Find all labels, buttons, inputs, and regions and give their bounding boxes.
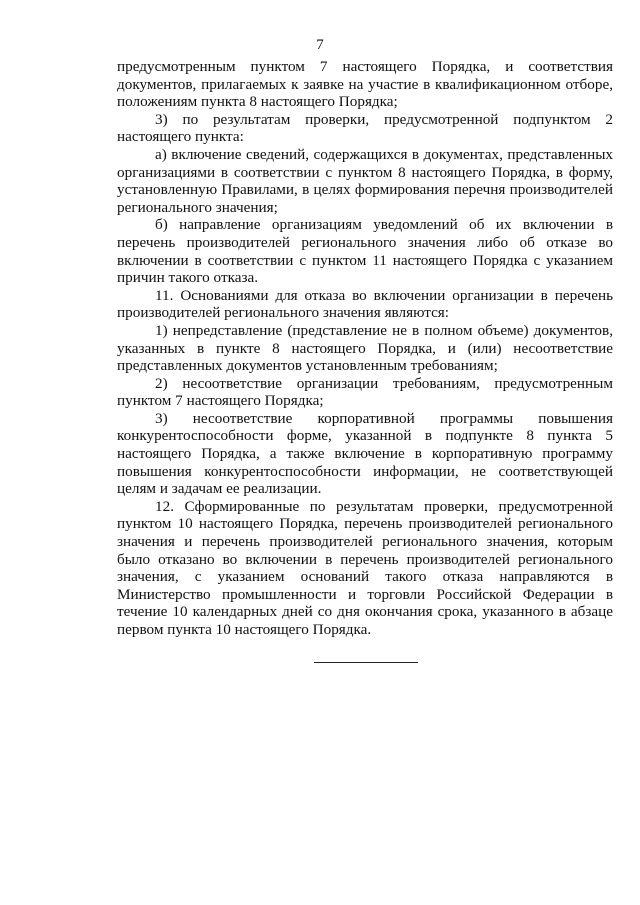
subpoint-3b: б) направление организациям уведомлений об их включении в перечень производителей регионального значения либо об отказе во включении в соответствии с пунктом 11 настоящего Порядка с указанием причин такого отказа. — [117, 216, 613, 287]
paragraph-continuation: предусмотренным пунктом 7 настоящего Порядка, и соответствия документов, прилагаемых к заявке на участие в квалификационном отборе, положениям пункта 8 настоящего Порядка; — [117, 58, 613, 111]
clause-11-item-2: 2) несоответствие организации требованиям, предусмотренным пунктом 7 настоящего Порядка; — [117, 374, 613, 410]
clause-11-item-3: 3) несоответствие корпоративной программы повышения конкурентоспособности форме, указанной в подпункте 8 пункта 5 настоящего Порядка, а также включение в корпоративную программу повышения конкурентоспособности информации, не соответствующей целям и задачам ее реализации. — [117, 409, 613, 498]
subpoint-3: 3) по результатам проверки, предусмотренной подпунктом 2 настоящего пункта: — [117, 110, 613, 146]
clause-12: 12. Сформированные по результатам проверки, предусмотренной пунктом 10 настоящего Порядка, перечень производителей регионального значения и перечень производителей регионального значения, которым было отказано во включении в перечень производителей регионального значения, с указанием оснований такого отказа направляются в Министерство промышленности и торговли Российской Федерации в течение 10 календарных дней со дня окончания срока, указанного в абзаце первом пункта 10 настоящего Порядка. — [117, 497, 613, 638]
clause-11: 11. Основаниями для отказа во включении организации в перечень производителей регионального значения являются: — [117, 286, 613, 322]
end-divider — [314, 662, 418, 663]
subpoint-3a: а) включение сведений, содержащихся в документах, представленных организациями в соответствии с пунктом 8 настоящего Порядка, в форму, установленную Правилами, в целях формирования перечня производителей регионального значения; — [117, 145, 613, 216]
page-number: 7 — [316, 37, 324, 53]
document-body — [117, 58, 613, 639]
clause-11-item-1: 1) непредставление (представление не в полном объеме) документов, указанных в пункте 8 настоящего Порядка, и (или) несоответствие представленных документов установленным требованиям; — [117, 321, 613, 375]
